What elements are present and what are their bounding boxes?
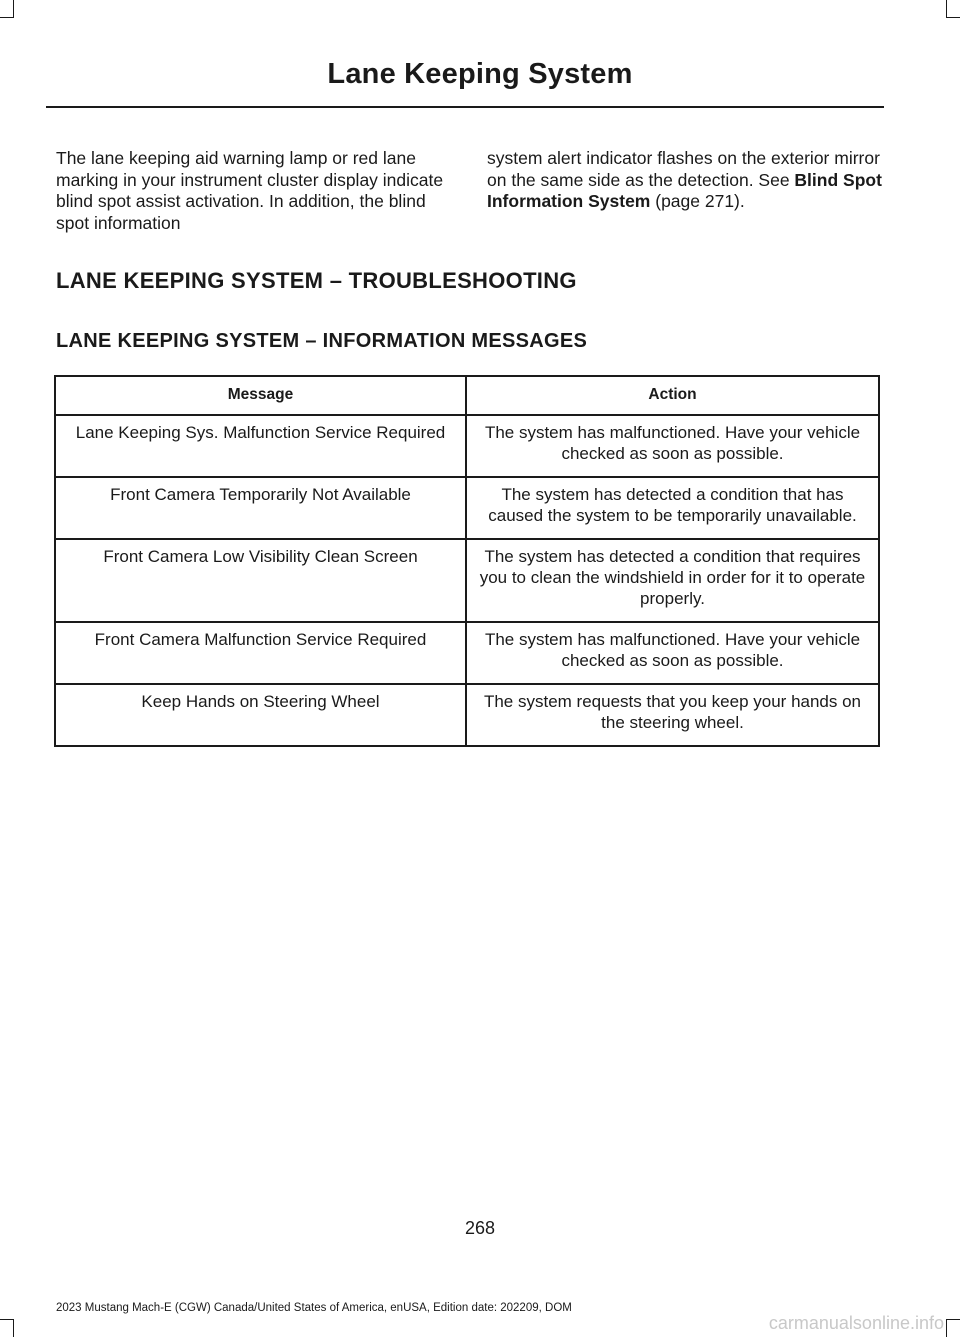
intro-text-before-link: system alert indicator flashes on the exterior mirror on the same side as the detection. See bbox=[487, 148, 880, 190]
footer-edition-info: 2023 Mustang Mach-E (CGW) Canada/United States of America, enUSA, Edition date: 202209, DOM bbox=[56, 1302, 572, 1314]
message-cell: Keep Hands on Steering Wheel bbox=[55, 684, 466, 746]
column-header-message: Message bbox=[55, 376, 466, 415]
table-row bbox=[55, 477, 879, 539]
watermark: carmanualsonline.info bbox=[768, 1313, 944, 1333]
crop-mark bbox=[946, 1319, 947, 1337]
column-header-action: Action bbox=[466, 376, 879, 415]
table-header-row bbox=[55, 376, 879, 415]
action-cell: The system has detected a condition that has caused the system to be temporarily unavailable. bbox=[466, 477, 879, 539]
message-cell: Front Camera Low Visibility Clean Screen bbox=[55, 539, 466, 622]
table-row bbox=[55, 684, 879, 746]
action-cell: The system has detected a condition that requires you to clean the windshield in order for it to operate properly. bbox=[466, 539, 879, 622]
crop-mark bbox=[946, 1319, 960, 1320]
intro-paragraph-left: The lane keeping aid warning lamp or red lane marking in your instrument cluster display indicate blind spot assist activation. In addition, the blind spot information bbox=[56, 148, 444, 233]
information-messages-table bbox=[54, 375, 880, 747]
header-divider bbox=[46, 106, 884, 108]
message-cell: Front Camera Malfunction Service Required bbox=[55, 622, 466, 684]
information-messages-heading: LANE KEEPING SYSTEM – INFORMATION MESSAGES bbox=[56, 330, 588, 352]
action-cell: The system has malfunctioned. Have your vehicle checked as soon as possible. bbox=[466, 622, 879, 684]
crop-mark bbox=[0, 1319, 14, 1320]
table-row bbox=[55, 622, 879, 684]
message-cell: Front Camera Temporarily Not Available bbox=[55, 477, 466, 539]
crop-mark bbox=[946, 17, 960, 18]
crop-mark bbox=[13, 0, 14, 18]
crop-mark bbox=[13, 1319, 14, 1337]
intro-paragraph-right bbox=[487, 148, 882, 213]
intro-text-after-link: (page 271). bbox=[650, 191, 745, 211]
crop-mark bbox=[946, 0, 947, 18]
crop-mark bbox=[0, 17, 14, 18]
table-row bbox=[55, 415, 879, 477]
troubleshooting-heading: LANE KEEPING SYSTEM – TROUBLESHOOTING bbox=[56, 268, 577, 293]
action-cell: The system requests that you keep your hands on the steering wheel. bbox=[466, 684, 879, 746]
table-row bbox=[55, 539, 879, 622]
message-cell: Lane Keeping Sys. Malfunction Service Required bbox=[55, 415, 466, 477]
blind-spot-information-system-link[interactable]: Blind Spot Information System bbox=[487, 169, 882, 211]
action-cell: The system has malfunctioned. Have your vehicle checked as soon as possible. bbox=[466, 415, 879, 477]
page-number: 268 bbox=[464, 1218, 496, 1238]
page-title: Lane Keeping System bbox=[327, 58, 633, 90]
